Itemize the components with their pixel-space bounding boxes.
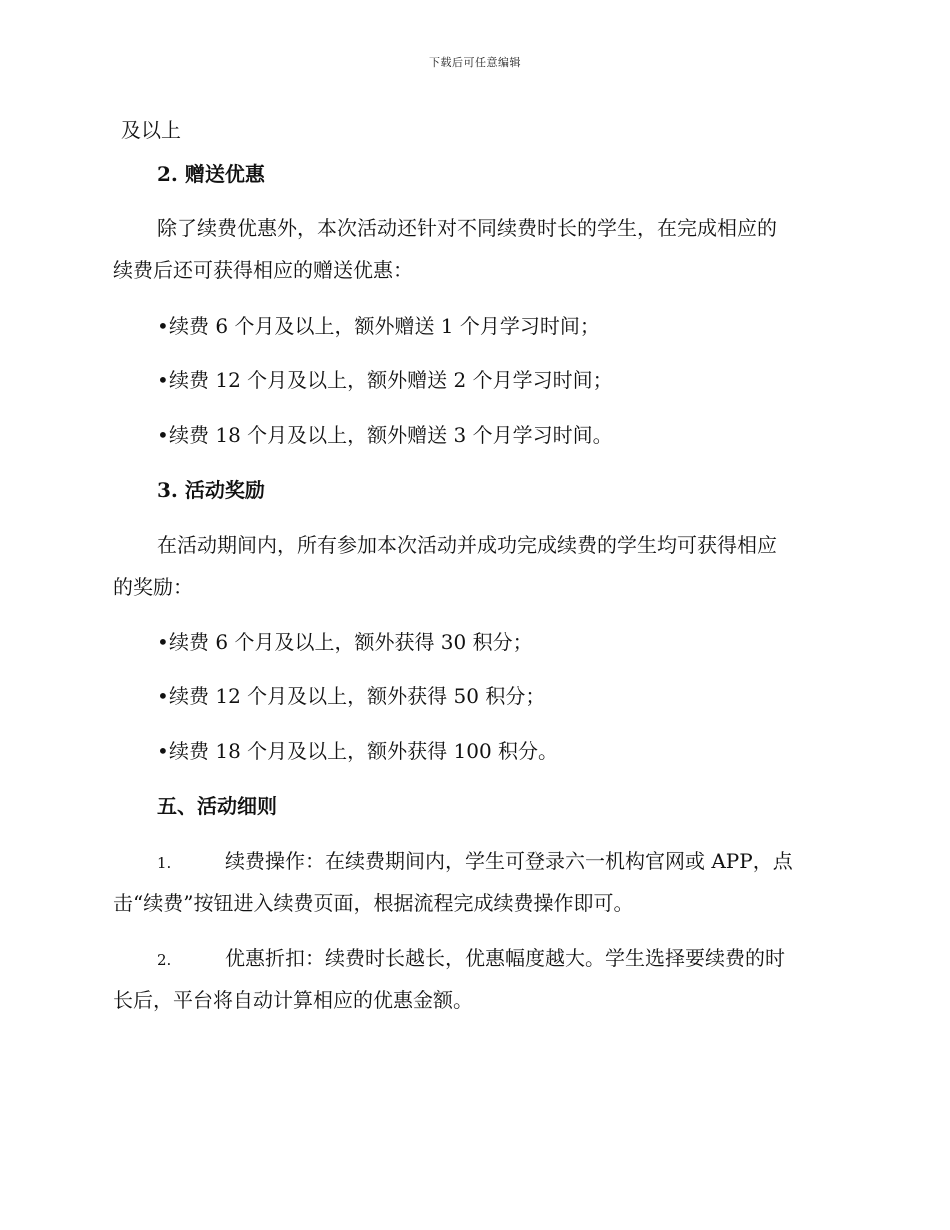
item-text: 续费操作：在续费期间内，学生可登录六一机构官网或 APP，点 <box>225 849 793 873</box>
bullet-item <box>157 684 545 708</box>
bullet-item <box>157 739 558 763</box>
bullet-text: 续费 12 个月及以上，额外赠送 2 个月学习时间； <box>169 368 613 392</box>
bullet-item <box>157 630 533 654</box>
bullet-text: 续费 6 个月及以上，额外获得 30 积分； <box>169 630 533 654</box>
bullet-text: 续费 6 个月及以上，额外赠送 1 个月学习时间； <box>169 314 600 338</box>
page-header: 下载后可任意编辑 <box>429 56 521 69</box>
bullet-text: 续费 12 个月及以上，额外获得 50 积分； <box>169 684 546 708</box>
bullet-item <box>157 368 613 392</box>
continuation-text: 及以上 <box>121 118 181 142</box>
numbered-item <box>157 849 793 875</box>
item-text: 优惠折扣：续费时长越长，优惠幅度越大。学生选择要续费的时 <box>225 946 785 970</box>
bullet-icon: • <box>157 368 169 392</box>
paragraph-line: 续费后还可获得相应的赠送优惠： <box>113 258 413 282</box>
bullet-icon: • <box>157 423 169 447</box>
item-number: 1. <box>157 854 172 872</box>
paragraph-line: 击“续费”按钮进入续费页面，根据流程完成续费操作即可。 <box>113 891 634 915</box>
section-heading-reward: 3. 活动奖励 <box>157 478 265 502</box>
bullet-item <box>157 314 600 338</box>
bullet-icon: • <box>157 739 169 763</box>
numbered-item <box>157 946 785 972</box>
paragraph-line: 的奖励： <box>113 575 193 599</box>
paragraph-line: 在活动期间内，所有参加本次活动并成功完成续费的学生均可获得相应 <box>157 533 777 557</box>
bullet-icon: • <box>157 684 169 708</box>
bullet-text: 续费 18 个月及以上，额外获得 100 积分。 <box>169 739 559 763</box>
paragraph-line: 除了续费优惠外，本次活动还针对不同续费时长的学生，在完成相应的 <box>157 216 777 240</box>
bullet-icon: • <box>157 314 169 338</box>
section-heading-rules: 五、活动细则 <box>157 794 277 818</box>
paragraph-line: 长后，平台将自动计算相应的优惠金额。 <box>113 988 473 1012</box>
bullet-item <box>157 423 613 447</box>
bullet-icon: • <box>157 630 169 654</box>
bullet-text: 续费 18 个月及以上，额外赠送 3 个月学习时间。 <box>169 423 613 447</box>
item-number: 2. <box>157 951 172 969</box>
section-heading-gift: 2. 赠送优惠 <box>157 162 265 186</box>
